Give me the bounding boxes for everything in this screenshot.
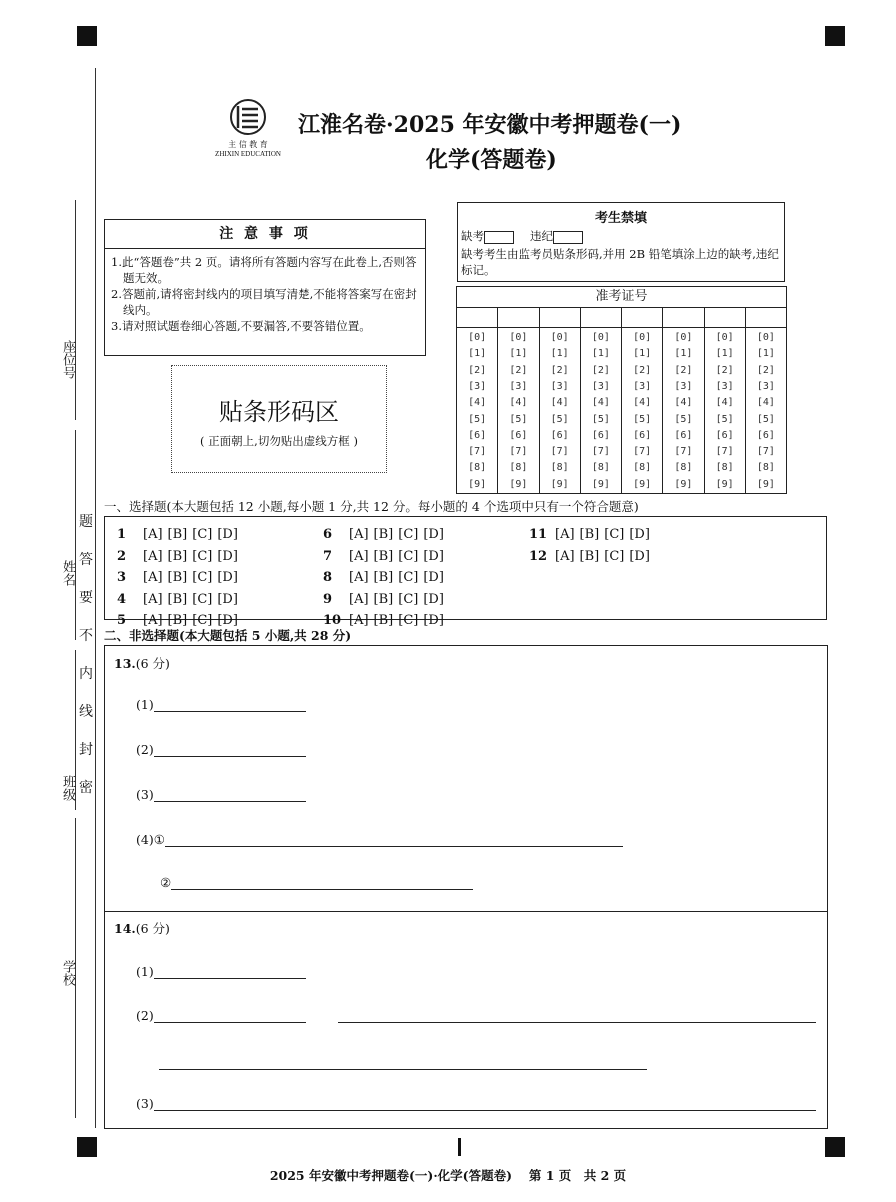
choice-column: [323, 523, 449, 631]
choice-option-bubble[interactable]: [D]: [423, 548, 444, 564]
choice-question-number: 6: [323, 527, 333, 542]
choice-option-bubble[interactable]: [A]: [349, 548, 369, 564]
ticket-digit-bubble[interactable]: [3]: [468, 380, 487, 392]
ticket-digit-bubble[interactable]: [2]: [550, 364, 569, 376]
ticket-digit-bubble[interactable]: [1]: [509, 348, 528, 360]
choice-row: [529, 545, 655, 567]
ticket-digit-bubble[interactable]: [9]: [591, 478, 610, 490]
choice-option-bubble[interactable]: [C]: [604, 527, 625, 542]
ticket-digit-bubble[interactable]: [2]: [633, 364, 652, 376]
q14-part-label: (3): [136, 1096, 154, 1111]
ticket-digit-bubble[interactable]: [7]: [591, 446, 610, 458]
choice-option-bubble[interactable]: [B]: [167, 527, 188, 542]
choice-option-bubble[interactable]: [D]: [217, 613, 238, 628]
choice-row: [529, 523, 655, 545]
ticket-digit-bubble[interactable]: [1]: [550, 348, 569, 360]
choice-option-bubble[interactable]: [C]: [192, 591, 213, 607]
notice-box: [104, 219, 426, 356]
choice-option-bubble[interactable]: [A]: [143, 613, 163, 628]
ticket-digit-column: [662, 308, 703, 493]
choice-option-bubble[interactable]: [C]: [398, 591, 419, 607]
ticket-digit-bubble[interactable]: [9]: [715, 478, 734, 490]
q13-part-label: (3): [136, 787, 154, 802]
choice-option-bubble[interactable]: [B]: [167, 613, 188, 628]
choice-option-bubble[interactable]: [C]: [192, 613, 213, 628]
corner-mark-top-left: [77, 26, 97, 46]
q13-part4a-answer-line[interactable]: [165, 832, 623, 847]
choice-row: [323, 588, 449, 610]
q13-part1-answer-line[interactable]: [154, 697, 306, 712]
choice-option-bubble[interactable]: [D]: [217, 548, 238, 564]
seat-number-line: [75, 200, 76, 420]
name-label: 姓名: [60, 560, 75, 586]
choice-option-bubble[interactable]: [A]: [555, 527, 575, 542]
choice-option-bubble[interactable]: [D]: [217, 591, 238, 607]
examinee-box: [457, 202, 785, 282]
ticket-digit-bubble[interactable]: [0]: [715, 332, 734, 344]
choice-question-number: 3: [117, 570, 127, 585]
q14-part-label: (1): [136, 964, 154, 979]
q13-score: (6 分): [135, 656, 170, 671]
choice-option-bubble[interactable]: [C]: [192, 527, 213, 542]
choice-option-bubble[interactable]: [C]: [604, 548, 625, 564]
choice-option-bubble[interactable]: [B]: [373, 527, 394, 542]
ticket-digit-bubble[interactable]: [7]: [468, 446, 487, 458]
choice-question-number: 12: [529, 548, 548, 564]
choice-option-bubble[interactable]: [C]: [398, 613, 419, 628]
ticket-digit-column: [621, 308, 662, 493]
choice-option-bubble[interactable]: [A]: [349, 570, 369, 585]
ticket-digit-write-cell[interactable]: [581, 308, 621, 328]
seal-warning: 题 答 要 不 内 线 封 密: [79, 514, 93, 796]
choice-row: [117, 545, 243, 567]
choice-option-bubble[interactable]: [B]: [167, 591, 188, 607]
page-subtitle: 化学(答题卷): [426, 147, 557, 173]
ticket-digit-bubble[interactable]: [0]: [550, 332, 569, 344]
choice-option-bubble[interactable]: [B]: [579, 527, 600, 542]
corner-mark-top-right: [825, 26, 845, 46]
choice-option-bubble[interactable]: [D]: [423, 527, 444, 542]
ticket-digit-bubble[interactable]: [9]: [509, 478, 528, 490]
choice-option-bubble[interactable]: [B]: [167, 548, 188, 564]
choice-question-number: 8: [323, 570, 333, 585]
ticket-digit-bubble[interactable]: [6]: [633, 429, 652, 441]
absent-label: 缺考: [461, 229, 484, 243]
ticket-digit-bubble[interactable]: [1]: [591, 348, 610, 360]
seat-number-label: 座位号: [60, 340, 75, 379]
choice-option-bubble[interactable]: [D]: [217, 527, 238, 542]
ticket-digit-bubble[interactable]: [9]: [674, 478, 693, 490]
ticket-digit-bubble[interactable]: [2]: [509, 364, 528, 376]
page-title: 江淮名卷·2025 年安徽中考押题卷(一): [298, 112, 682, 138]
section1-heading: 一、选择题(本大题包括 12 小题,每小题 1 分,共 12 分。每小题的 4 个选项中只有一个符合题意): [104, 499, 639, 514]
ticket-digit-bubble[interactable]: [8]: [591, 462, 610, 474]
choice-question-number: 2: [117, 548, 127, 564]
choice-option-bubble[interactable]: [D]: [629, 527, 650, 542]
q13-part3-answer-line[interactable]: [154, 787, 306, 802]
ticket-digit-write-cell[interactable]: [457, 308, 497, 328]
ticket-digit-bubble[interactable]: [7]: [550, 446, 569, 458]
class-label: 班级: [60, 775, 75, 801]
ticket-digit-bubble[interactable]: [5]: [715, 413, 734, 425]
ticket-digit-bubble[interactable]: [0]: [674, 332, 693, 344]
choice-option-bubble[interactable]: [C]: [398, 548, 419, 564]
ticket-digit-bubble[interactable]: [9]: [550, 478, 569, 490]
ticket-digit-bubble[interactable]: [5]: [633, 413, 652, 425]
ticket-digit-column: [497, 308, 538, 493]
logo-en-text: ZHIXIN EDUCATION: [215, 150, 281, 158]
choice-option-bubble[interactable]: [A]: [349, 591, 369, 607]
ticket-digit-column: [457, 308, 497, 493]
ticket-digit-bubble[interactable]: [8]: [674, 462, 693, 474]
ticket-digit-write-cell[interactable]: [746, 308, 786, 328]
choice-answer-box: [104, 516, 827, 628]
ticket-digit-bubble[interactable]: [8]: [633, 462, 652, 474]
ticket-digit-bubble[interactable]: [4]: [756, 397, 775, 409]
choice-question-number: 5: [117, 613, 127, 628]
page-footer: 2025 年安徽中考押题卷(一)·化学(答题卷) 第 1 页 共 2 页: [269, 1168, 627, 1183]
choice-option-bubble[interactable]: [A]: [349, 613, 369, 628]
ticket-digit-bubble[interactable]: [2]: [468, 364, 487, 376]
q13-part-label: (4)①: [136, 832, 165, 847]
choice-question-number: 1: [117, 527, 127, 542]
logo-cn-text: 主 信 教 育: [228, 140, 268, 149]
choice-option-bubble[interactable]: [B]: [373, 570, 394, 585]
ticket-digit-bubble[interactable]: [8]: [756, 462, 775, 474]
ticket-digit-bubble[interactable]: [2]: [591, 364, 610, 376]
ticket-digit-bubble[interactable]: [3]: [633, 380, 652, 392]
ticket-digit-bubble[interactable]: [4]: [591, 397, 610, 409]
ticket-digit-bubble[interactable]: [6]: [550, 429, 569, 441]
nonchoice-answer-box: [104, 645, 828, 1129]
ticket-digit-column: [745, 308, 786, 493]
q13-part-label: (1): [136, 697, 154, 712]
ticket-digit-bubble[interactable]: [4]: [550, 397, 569, 409]
q14-number: 14.: [114, 921, 136, 936]
ticket-digit-bubble[interactable]: [6]: [509, 429, 528, 441]
ticket-digit-write-cell[interactable]: [663, 308, 703, 328]
binding-line: [95, 68, 96, 1128]
violation-mark-box[interactable]: [553, 231, 583, 244]
ticket-digit-bubble[interactable]: [5]: [756, 413, 775, 425]
barcode-title: 贴条形码区: [219, 398, 339, 426]
ticket-digit-bubble[interactable]: [1]: [756, 348, 775, 360]
ticket-digit-bubble[interactable]: [4]: [674, 397, 693, 409]
choice-option-bubble[interactable]: [A]: [143, 527, 163, 542]
choice-question-number: 9: [323, 591, 333, 607]
ticket-digit-bubble[interactable]: [8]: [715, 462, 734, 474]
ticket-digit-bubble[interactable]: [5]: [674, 413, 693, 425]
q13-number: 13.: [114, 656, 136, 671]
ticket-digit-bubble[interactable]: [2]: [715, 364, 734, 376]
choice-option-bubble[interactable]: [D]: [423, 613, 444, 628]
ticket-digit-bubble[interactable]: [7]: [674, 446, 693, 458]
ticket-digit-bubble[interactable]: [3]: [715, 380, 734, 392]
ticket-title: 准考证号: [457, 287, 786, 308]
section2-heading: 二、非选择题(本大题包括 5 小题,共 28 分): [104, 628, 352, 643]
notice-item: 2.答题前,请将密封线内的项目填写清楚,不能将答案写在密封线内。: [111, 287, 417, 317]
choice-option-bubble[interactable]: [C]: [398, 570, 419, 585]
ticket-digit-bubble[interactable]: [8]: [550, 462, 569, 474]
q14-part1-answer-line[interactable]: [154, 964, 306, 979]
ticket-digit-bubble[interactable]: [7]: [509, 446, 528, 458]
ticket-digit-bubble[interactable]: [1]: [715, 348, 734, 360]
choice-question-number: 10: [323, 613, 342, 628]
ticket-digit-bubble[interactable]: [1]: [468, 348, 487, 360]
choice-option-bubble[interactable]: [C]: [192, 570, 213, 585]
ticket-digit-bubble[interactable]: [9]: [756, 478, 775, 490]
choice-option-bubble[interactable]: [B]: [373, 591, 394, 607]
absent-mark-box[interactable]: [484, 231, 514, 244]
choice-option-bubble[interactable]: [D]: [423, 591, 444, 607]
choice-option-bubble[interactable]: [B]: [373, 548, 394, 564]
ticket-digit-bubble[interactable]: [0]: [509, 332, 528, 344]
ticket-grid: [457, 308, 786, 493]
choice-column: [529, 523, 655, 566]
choice-option-bubble[interactable]: [C]: [192, 548, 213, 564]
ticket-digit-write-cell[interactable]: [622, 308, 662, 328]
ticket-digit-bubble[interactable]: [9]: [633, 478, 652, 490]
question-13: [105, 646, 827, 912]
ticket-digit-bubble[interactable]: [3]: [674, 380, 693, 392]
ticket-digit-bubble[interactable]: [1]: [633, 348, 652, 360]
ticket-digit-bubble[interactable]: [7]: [633, 446, 652, 458]
footer-tick: [458, 1138, 461, 1156]
choice-row: [323, 545, 449, 567]
choice-option-bubble[interactable]: [B]: [167, 570, 188, 585]
ticket-digit-bubble[interactable]: [0]: [591, 332, 610, 344]
corner-mark-bottom-left: [77, 1137, 97, 1157]
ticket-digit-bubble[interactable]: [7]: [756, 446, 775, 458]
ticket-digit-bubble[interactable]: [3]: [591, 380, 610, 392]
q14-part2-answer-line-right[interactable]: [338, 1008, 816, 1023]
ticket-digit-bubble[interactable]: [6]: [591, 429, 610, 441]
barcode-area[interactable]: [171, 365, 387, 473]
ticket-digit-bubble[interactable]: [5]: [509, 413, 528, 425]
choice-option-bubble[interactable]: [B]: [373, 613, 394, 628]
corner-mark-bottom-right: [825, 1137, 845, 1157]
ticket-digit-bubble[interactable]: [0]: [633, 332, 652, 344]
ticket-digit-bubble[interactable]: [3]: [509, 380, 528, 392]
ticket-digit-bubble[interactable]: [3]: [756, 380, 775, 392]
violation-label: 违纪: [530, 229, 553, 243]
ticket-digit-bubble[interactable]: [8]: [509, 462, 528, 474]
ticket-digit-bubble[interactable]: [9]: [468, 478, 487, 490]
ticket-digit-bubble[interactable]: [5]: [468, 413, 487, 425]
choice-option-bubble[interactable]: [A]: [349, 527, 369, 542]
notice-item: 3.请对照试题卷细心答题,不要漏答,不要答错位置。: [111, 319, 371, 333]
name-line: [75, 430, 76, 640]
q14-part3-answer-line[interactable]: [154, 1096, 816, 1111]
q14-part-label: (2): [136, 1008, 154, 1023]
choice-option-bubble[interactable]: [B]: [579, 548, 600, 564]
q14-part2-answer-line-2[interactable]: [159, 1055, 647, 1070]
choice-question-number: 4: [117, 591, 127, 607]
ticket-digit-bubble[interactable]: [5]: [591, 413, 610, 425]
notice-title: 注 意 事 项: [105, 220, 425, 249]
ticket-digit-bubble[interactable]: [6]: [756, 429, 775, 441]
ticket-digit-bubble[interactable]: [6]: [468, 429, 487, 441]
choice-option-bubble[interactable]: [A]: [143, 570, 163, 585]
q14-part2-answer-line[interactable]: [154, 1008, 306, 1023]
choice-row: [323, 523, 449, 545]
ticket-digit-write-cell[interactable]: [498, 308, 538, 328]
choice-option-bubble[interactable]: [A]: [143, 548, 163, 564]
logo: [203, 97, 293, 158]
ticket-digit-write-cell[interactable]: [705, 308, 745, 328]
logo-emblem-icon: [228, 97, 268, 137]
ticket-digit-column: [580, 308, 621, 493]
ticket-digit-column: [704, 308, 745, 493]
choice-question-number: 11: [529, 527, 548, 542]
ticket-digit-write-cell[interactable]: [540, 308, 580, 328]
examinee-desc: 缺考考生由监考员贴条形码,并用 2B 铅笔填涂上边的缺考,违纪标记。: [461, 247, 779, 277]
ticket-digit-bubble[interactable]: [7]: [715, 446, 734, 458]
notice-item: 1.此“答题卷”共 2 页。请将所有答题内容写在此卷上,否则答题无效。: [111, 255, 417, 285]
ticket-digit-bubble[interactable]: [4]: [633, 397, 652, 409]
ticket-digit-bubble[interactable]: [1]: [674, 348, 693, 360]
choice-option-bubble[interactable]: [D]: [217, 570, 238, 585]
q14-score: (6 分): [135, 921, 170, 936]
ticket-number-box: [456, 286, 787, 494]
ticket-digit-bubble[interactable]: [0]: [756, 332, 775, 344]
choice-row: [117, 588, 243, 610]
ticket-digit-bubble[interactable]: [3]: [550, 380, 569, 392]
question-14: [105, 911, 827, 1128]
ticket-digit-bubble[interactable]: [2]: [756, 364, 775, 376]
ticket-digit-bubble[interactable]: [4]: [509, 397, 528, 409]
choice-column: [117, 523, 243, 631]
q13-part2-answer-line[interactable]: [154, 742, 306, 757]
ticket-digit-bubble[interactable]: [4]: [715, 397, 734, 409]
choice-row: [117, 566, 243, 588]
ticket-digit-bubble[interactable]: [6]: [715, 429, 734, 441]
choice-option-bubble[interactable]: [D]: [423, 570, 444, 585]
ticket-digit-bubble[interactable]: [6]: [674, 429, 693, 441]
ticket-digit-bubble[interactable]: [0]: [468, 332, 487, 344]
examinee-title: 考生禁填: [594, 211, 647, 226]
q13-part4b-answer-line[interactable]: [171, 875, 473, 890]
choice-option-bubble[interactable]: [A]: [143, 591, 163, 607]
ticket-digit-column: [539, 308, 580, 493]
school-label: 学校: [60, 960, 75, 986]
choice-row: [323, 566, 449, 588]
choice-option-bubble[interactable]: [A]: [555, 548, 575, 564]
q13-part-label: (2): [136, 742, 154, 757]
q13-part-label: ②: [160, 875, 172, 890]
ticket-digit-bubble[interactable]: [4]: [468, 397, 487, 409]
barcode-hint: ( 正面朝上,切勿贴出虚线方框 ): [200, 434, 358, 448]
choice-row: [117, 523, 243, 545]
choice-option-bubble[interactable]: [D]: [629, 548, 650, 564]
ticket-digit-bubble[interactable]: [5]: [550, 413, 569, 425]
choice-option-bubble[interactable]: [C]: [398, 527, 419, 542]
ticket-digit-bubble[interactable]: [8]: [468, 462, 487, 474]
choice-question-number: 7: [323, 548, 333, 564]
ticket-digit-bubble[interactable]: [2]: [674, 364, 693, 376]
